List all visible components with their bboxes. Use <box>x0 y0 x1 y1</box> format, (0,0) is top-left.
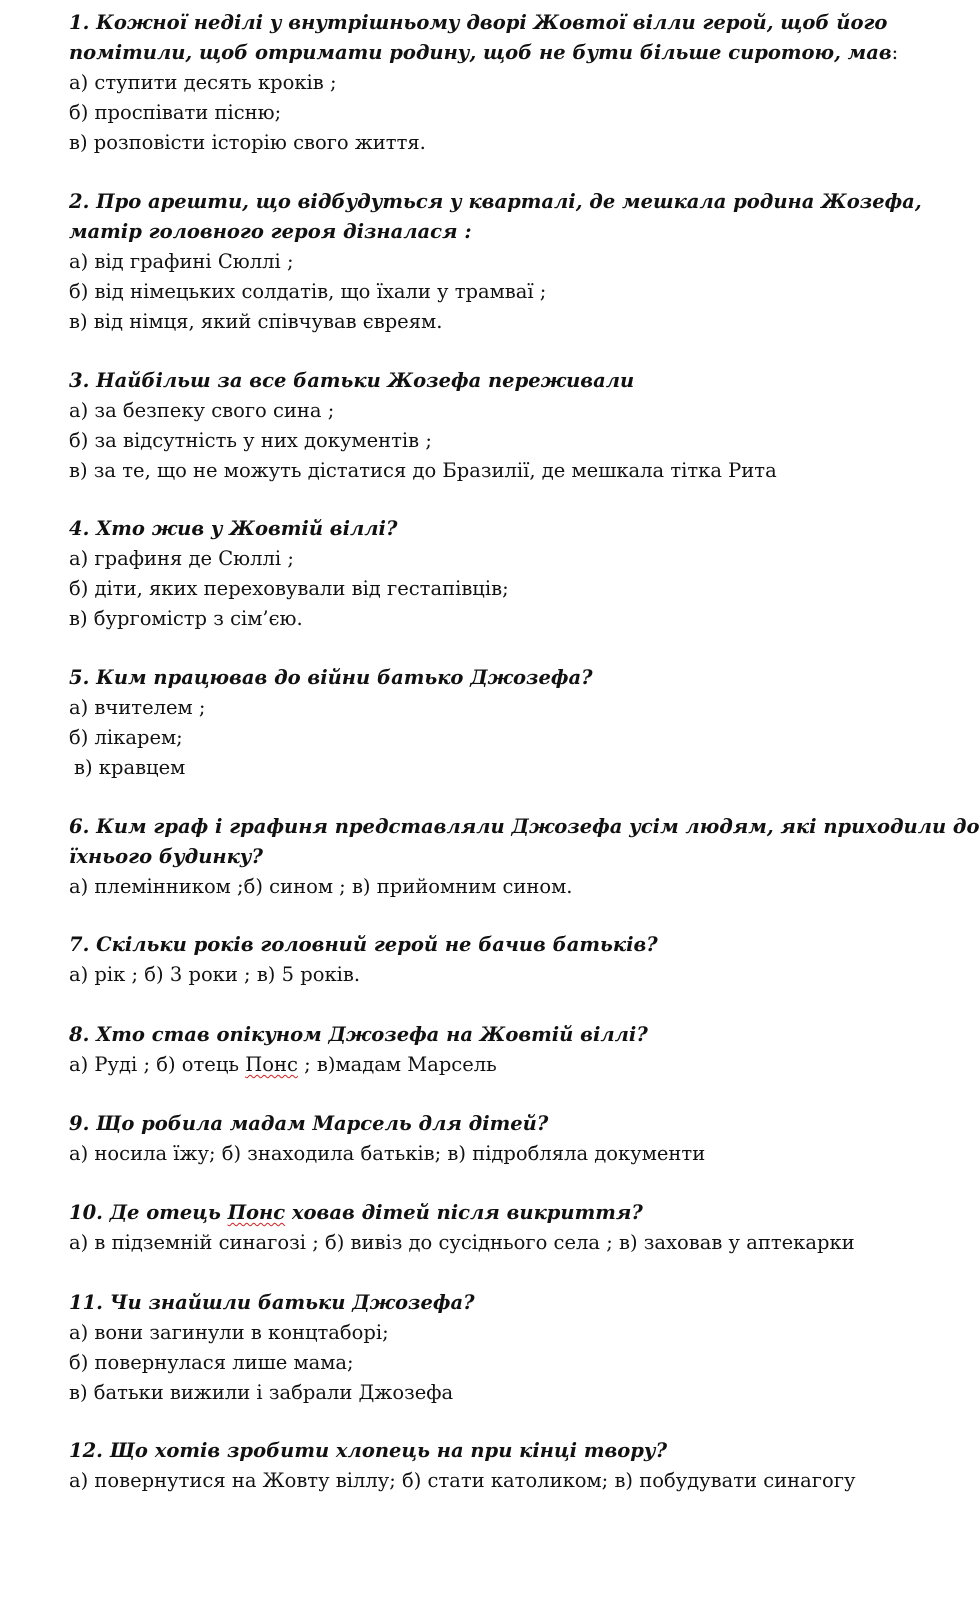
question-5-option-a: а) вчителем ; <box>69 696 206 719</box>
question-10-title: 10. Де отець Понс ховав дітей після викриття? <box>69 1201 643 1224</box>
question-11-title: 11. Чи знайшли батьки Джозефа? <box>69 1291 475 1314</box>
question-3 <box>69 366 864 486</box>
question-2 <box>69 187 922 337</box>
question-7 <box>69 930 864 990</box>
question-2-title-line-2: матір головного героя дізналася : <box>69 220 472 243</box>
question-1-option-b: б) проспівати пісню; <box>69 101 282 124</box>
question-6-title-line-1: 6. Ким граф і графиня представляли Джозефа усім людям, які приходили до <box>69 815 980 838</box>
question-1-colon: : <box>891 41 899 64</box>
question-3-option-a: а) за безпеку свого сина ; <box>69 399 335 422</box>
question-1 <box>69 8 899 158</box>
question-12-title: 12. Що хотів зробити хлопець на при кінці твору? <box>69 1439 668 1462</box>
question-4-option-c: в) бургомістр з сім’єю. <box>69 607 303 630</box>
question-1-option-c: в) розповісти історію свого життя. <box>69 131 426 154</box>
question-11 <box>69 1288 864 1408</box>
question-5-option-c: в) кравцем <box>74 756 186 779</box>
question-11-option-b: б) повернулася лише мама; <box>69 1351 354 1374</box>
question-4-option-a: а) графиня де Сюллі ; <box>69 547 294 570</box>
question-4-option-b: б) діти, яких переховували від гестапівців; <box>69 577 509 600</box>
question-9-title: 9. Що робила мадам Марсель для дітей? <box>69 1112 549 1135</box>
question-1-title-line-1: 1. Кожної неділі у внутрішньому дворі Жовтої вілли герой, щоб його <box>69 11 888 34</box>
question-4 <box>69 514 864 634</box>
question-6-options: а) племінником ;б) сином ; в) прийомним сином. <box>69 875 573 898</box>
question-3-option-c: в) за те, що не можуть дістатися до Бразилії, де мешкала тітка Рита <box>69 459 777 482</box>
question-6-title-line-2: їхнього будинку? <box>69 845 263 868</box>
question-7-options: а) рік ; б) 3 роки ; в) 5 років. <box>69 963 361 986</box>
question-5-option-b: б) лікарем; <box>69 726 183 749</box>
question-2-title-line-1: 2. Про арешти, що відбудуться у кварталі, де мешкала родина Жозефа, <box>69 190 922 213</box>
question-7-title: 7. Скільки років головний герой не бачив батьків? <box>69 933 658 956</box>
question-1-title-line-2: помітили, щоб отримати родину, щоб не бути більше сиротою, мав: <box>69 41 899 64</box>
question-11-option-c: в) батьки вижили і забрали Джозефа <box>69 1381 454 1404</box>
question-8-options: а) Руді ; б) отець Понс ; в)мадам Марсель <box>69 1053 497 1076</box>
question-3-title: 3. Найбільш за все батьки Жозефа переживали <box>69 369 635 392</box>
spellcheck-underline: Понс <box>245 1053 298 1076</box>
question-6 <box>69 812 980 902</box>
question-8-title: 8. Хто став опікуном Джозефа на Жовтій віллі? <box>69 1023 648 1046</box>
question-12 <box>69 1436 864 1496</box>
question-12-options: а) повернутися на Жовту віллу; б) стати католиком; в) побудувати синагогу <box>69 1469 856 1492</box>
question-9-options: а) носила їжу; б) знаходила батьків; в) підробляла документи <box>69 1142 706 1165</box>
question-2-option-c: в) від німця, який співчував євреям. <box>69 310 443 333</box>
question-5-title: 5. Ким працював до війни батько Джозефа? <box>69 666 593 689</box>
question-1-option-a: а) ступити десять кроків ; <box>69 71 337 94</box>
question-11-option-a: а) вони загинули в концтаборі; <box>69 1321 389 1344</box>
question-10-options: а) в підземній синагозі ; б) вивіз до сусіднього села ; в) заховав у аптекарки <box>69 1231 855 1254</box>
spellcheck-underline: Понс <box>227 1201 286 1224</box>
question-2-option-b: б) від німецьких солдатів, що їхали у трамваї ; <box>69 280 547 303</box>
question-5 <box>69 663 864 783</box>
question-8 <box>69 1020 864 1080</box>
question-3-option-b: б) за відсутність у них документів ; <box>69 429 432 452</box>
question-4-title: 4. Хто жив у Жовтій віллі? <box>69 517 398 540</box>
question-2-option-a: а) від графині Сюллі ; <box>69 250 294 273</box>
question-9 <box>69 1109 864 1169</box>
question-10 <box>69 1198 864 1258</box>
